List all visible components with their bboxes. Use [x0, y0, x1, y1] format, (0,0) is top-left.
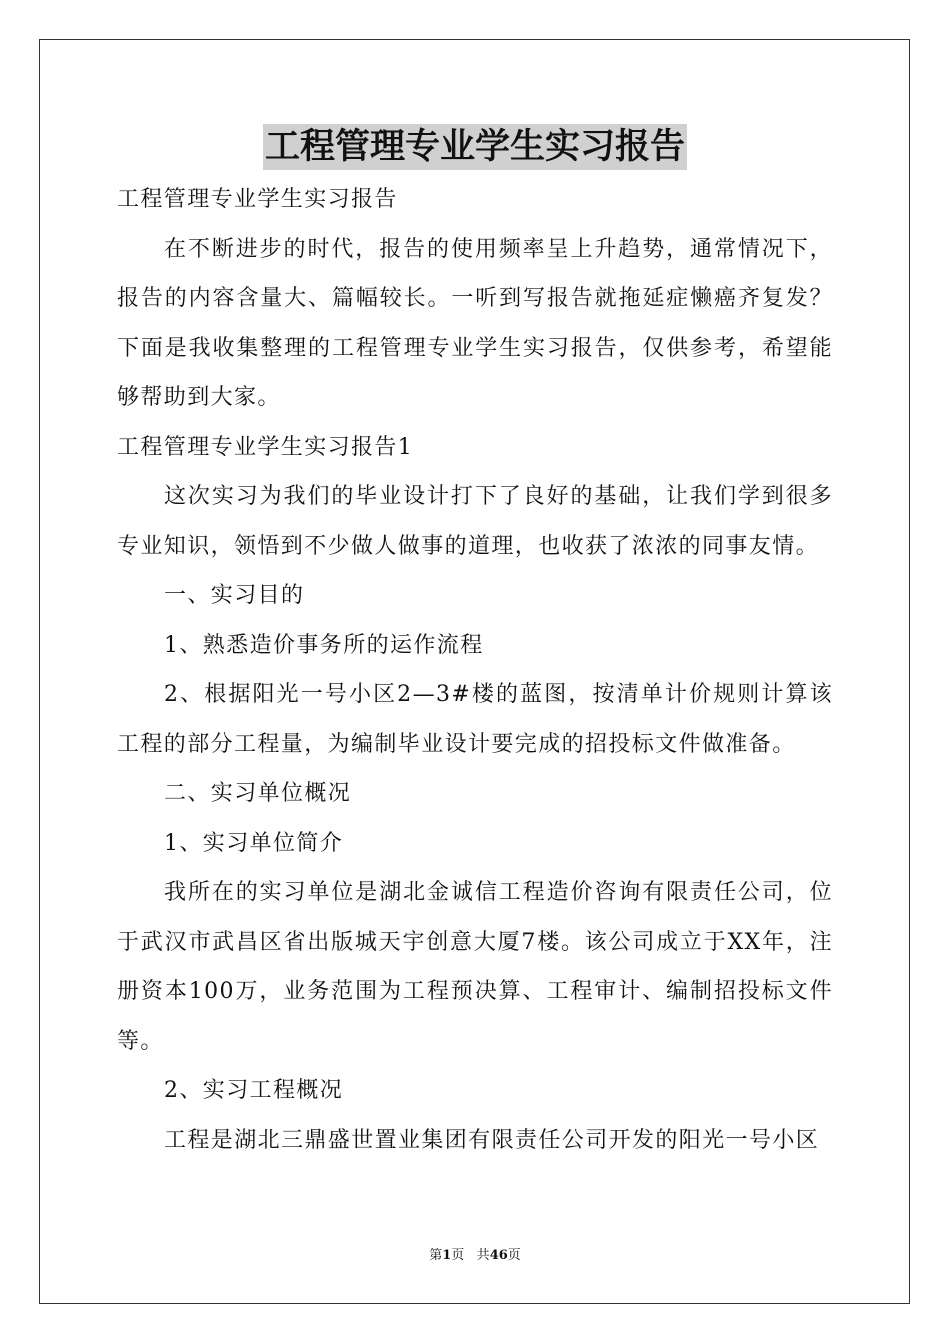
page-number: 1 [442, 1248, 452, 1263]
paragraph: 工程是湖北三鼎盛世置业集团有限责任公司开发的阳光一号小区 [164, 1127, 820, 1153]
paragraph: 工程管理专业学生实习报告1 [117, 434, 414, 460]
footer-page-unit: 页 [451, 1248, 465, 1263]
page-footer [0, 1244, 950, 1263]
paragraph: 我所在的实习单位是湖北金诚信工程造价咨询有限责任公司，位于武汉市武昌区省出版城天宇创意大厦7楼。该公司成立于XX年，注册资本100万，业务范围为工程预决算、工程审计、编制招投标文件等。 [117, 880, 833, 1054]
list-item: 2、根据阳光一号小区2—3#楼的蓝图，按清单计价规则计算该工程的部分工程量，为编制毕业设计要完成的招投标文件做准备。 [117, 682, 833, 757]
list-item: 1、熟悉造价事务所的运作流程 [164, 632, 484, 658]
paragraph: 在不断进步的时代，报告的使用频率呈上升趋势，通常情况下，报告的内容含量大、篇幅较长。一听到写报告就拖延症懒癌齐复发？下面是我收集整理的工程管理专业学生实习报告，仅供参考，希望能够帮助到大家。 [117, 236, 833, 410]
footer-total-unit: 页 [507, 1248, 521, 1263]
document-body [117, 175, 833, 1165]
subsection-heading: 1、实习单位简介 [164, 830, 344, 856]
title-container [0, 124, 950, 170]
footer-prefix: 第 [429, 1248, 443, 1263]
section-heading: 二、实习单位概况 [164, 781, 352, 806]
paragraph: 工程管理专业学生实习报告 [117, 187, 398, 212]
document-title: 工程管理专业学生实习报告 [263, 124, 687, 170]
section-heading: 一、实习目的 [164, 583, 305, 608]
subsection-heading: 2、实习工程概况 [164, 1078, 344, 1103]
footer-total-prefix: 共 [476, 1248, 490, 1263]
total-pages: 46 [489, 1248, 508, 1263]
paragraph: 这次实习为我们的毕业设计打下了良好的基础，让我们学到很多专业知识，领悟到不少做人做事的道理，也收获了浓浓的同事友情。 [117, 484, 833, 559]
